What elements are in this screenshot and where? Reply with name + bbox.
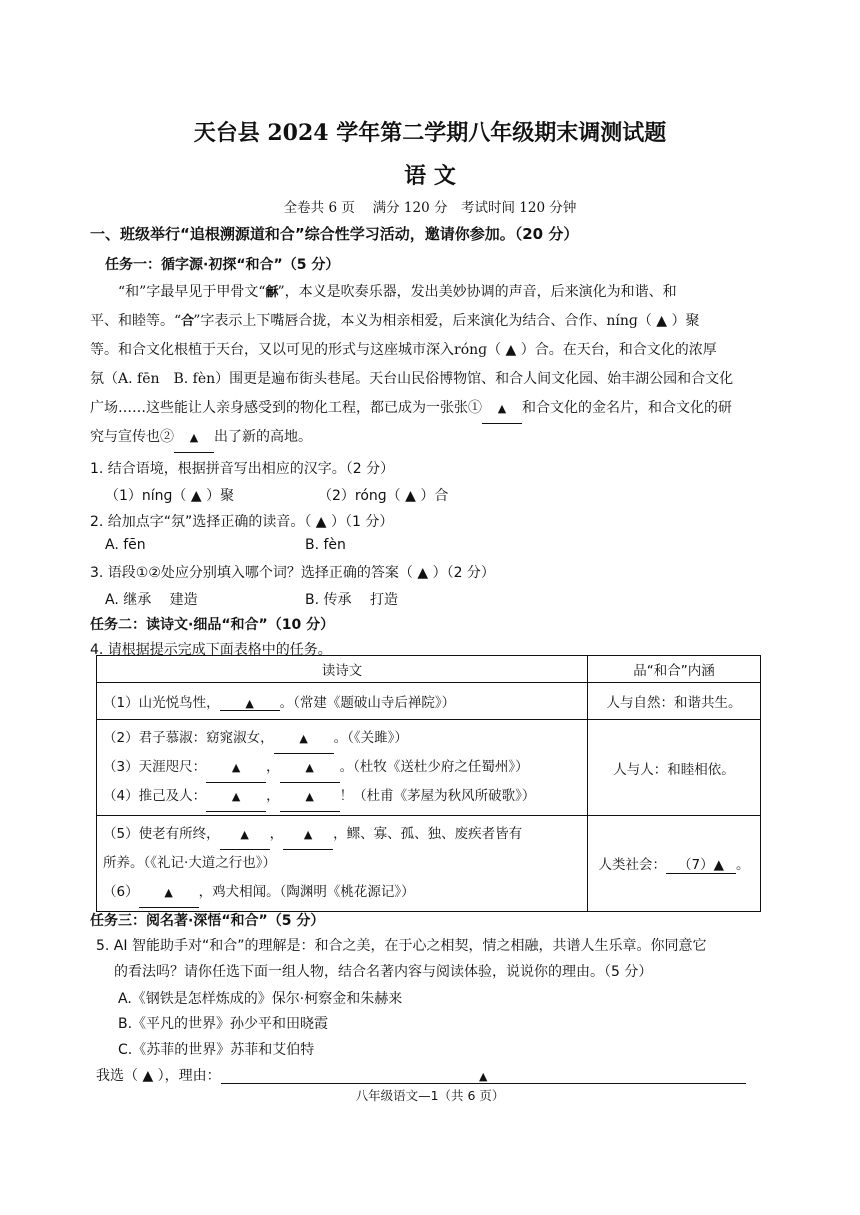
poem-blank[interactable]: ▲ xyxy=(206,782,266,812)
exam-meta: 全卷共 6 页 满分 120 分 考试时间 120 分钟 xyxy=(283,200,577,216)
question-5-cont: 的看法吗？请你任选下面一组人物，结合名著内容与阅读体验，说说你的理由。（5 分） xyxy=(114,964,653,980)
question-4: 4. 请根据提示完成下面表格中的任务。 xyxy=(90,642,332,658)
passage-text: ”，本义是吹奏乐器，发出美妙协调的声音，后来演化为和谐、和 xyxy=(277,284,677,300)
page-footer: 八年级语文—1（共 6 页） xyxy=(355,1088,505,1103)
row-text: 。（《关雎》） xyxy=(333,730,408,746)
passage-text: 出了新的高地。 xyxy=(214,429,312,445)
section1-heading: 一、班级举行“追根溯源道和合”综合性学习活动，邀请你参加。（20 分） xyxy=(90,225,579,243)
poem-blank[interactable]: ▲ xyxy=(274,724,334,754)
question-1-option-b[interactable]: （2）rónɡ（ ▲ ）合 xyxy=(318,488,449,504)
question-2-option-b[interactable]: B. fèn xyxy=(305,537,346,553)
poem-blank[interactable]: ▲ xyxy=(220,697,280,711)
row-text: ， xyxy=(266,759,280,775)
task3-heading: 任务三：阅名著·深悟“和合”（5 分） xyxy=(90,913,325,929)
row-text: ！（杜甫《茅屋为秋风所破歌》） xyxy=(339,788,536,804)
row-text: ， xyxy=(269,826,284,842)
poem-blank-7[interactable]: （7）▲ xyxy=(666,853,736,874)
meaning-society xyxy=(588,816,761,912)
table-row xyxy=(97,683,761,720)
row-text: （4）推己及人： xyxy=(103,788,207,804)
answer-line[interactable]: ▲ xyxy=(221,1070,746,1084)
poem-table xyxy=(96,655,761,912)
answer-row xyxy=(96,1065,746,1085)
row-text: ，鳏、寡、孤、独、废疾者皆有 xyxy=(333,826,523,842)
oracle-glyph-he-icon: 龢 xyxy=(265,285,278,300)
row-text: （2）君子慕淑：窈窕淑女， xyxy=(103,730,274,746)
row-text: 。（常建《题破山寺后禅院》） xyxy=(279,695,456,711)
passage xyxy=(90,278,770,452)
passage-text: 究与宣传也② xyxy=(90,429,174,445)
passage-text: 等。和合文化根植于天台，又以可见的形式与这座城市深入rónɡ（ ▲ ）合。在天台，和合文化的浓厚 xyxy=(90,342,717,358)
question-3-option-a[interactable]: A. 继承 建造 xyxy=(105,592,198,608)
poem-blank[interactable]: ▲ xyxy=(206,753,266,783)
row-text: ，鸡犬相闻。（陶渊明《桃花源记》） xyxy=(198,884,415,900)
poem-blank[interactable]: ▲ xyxy=(139,878,199,908)
row-text: （3）天涯咫尺： xyxy=(103,759,207,775)
row-text: 人类社会： xyxy=(598,857,666,873)
row-text: 。（杜牧《送杜少府之任蜀州》） xyxy=(339,759,529,775)
meaning-people: 人与人：和睦相依。 xyxy=(588,720,761,816)
row-text: ， xyxy=(266,788,280,804)
table-row xyxy=(97,816,761,912)
question-1-option-a[interactable]: （1）nínɡ（ ▲ ）聚 xyxy=(105,488,235,504)
question-2-option-a[interactable]: A. fēn xyxy=(105,537,146,553)
passage-text: 广场……这些能让人亲身感受到的物化工程，都已成为一张张① xyxy=(90,400,482,416)
question-5-option-b[interactable]: B.《平凡的世界》孙少平和田晓霞 xyxy=(118,1016,329,1032)
blank-1[interactable]: ▲ xyxy=(482,394,522,424)
question-3: 3. 语段①②处应分别填入哪个词？选择正确的答案（ ▲ ）（2 分） xyxy=(90,565,495,581)
passage-text: “和”字最早见于甲骨文“ xyxy=(118,284,266,300)
table-row xyxy=(97,720,761,816)
passage-text: 平、和睦等。“ xyxy=(90,313,182,329)
passage-text: 和合文化的金名片，和合文化的研 xyxy=(522,400,732,416)
passage-text: 氛（A. fēn B. fèn）围更是遍布街头巷尾。天台山民俗博物馆、和合人间文化园、始丰湖公园和合文化 xyxy=(90,371,734,387)
row-text: 。 xyxy=(736,857,750,873)
row-text: （5）使老有所终， xyxy=(103,826,220,842)
task1-heading: 任务一：循字源·初探“和合”（5 分） xyxy=(105,257,340,273)
page-title: 天台县 2024 学年第二学期八年级期末调测试题 xyxy=(193,120,667,146)
question-5-option-c[interactable]: C.《苏菲的世界》苏菲和艾伯特 xyxy=(118,1042,315,1058)
meaning-nature: 人与自然：和谐共生。 xyxy=(588,683,761,720)
poem-blank[interactable]: ▲ xyxy=(220,820,270,850)
poem-blank[interactable]: ▲ xyxy=(283,820,333,850)
oracle-glyph-he2-icon: 合 xyxy=(181,314,194,329)
question-5-option-a[interactable]: A.《钢铁是怎样炼成的》保尔·柯察金和朱赫来 xyxy=(118,991,403,1007)
row-text: （6） xyxy=(103,884,139,900)
table-header-left: 读诗文 xyxy=(97,656,588,683)
task2-heading: 任务二：读诗文·细品“和合”（10 分） xyxy=(90,617,335,633)
subject-title: 语 文 xyxy=(404,163,456,189)
question-2: 2. 给加点字“氛”选择正确的读音。（ ▲ ）（1 分） xyxy=(90,514,394,530)
row-text: 所养。（《礼记·大道之行也》） xyxy=(103,855,277,871)
table-header-right: 品“和合”内涵 xyxy=(588,656,761,683)
question-1: 1. 结合语境，根据拼音写出相应的汉字。（2 分） xyxy=(90,461,395,477)
question-3-option-b[interactable]: B. 传承 打造 xyxy=(305,592,398,608)
blank-2[interactable]: ▲ xyxy=(174,423,214,453)
row-text: （1）山光悦鸟性， xyxy=(103,695,220,711)
poem-blank[interactable]: ▲ xyxy=(280,753,340,783)
answer-prefix: 我选（ ▲ ），理由： xyxy=(96,1068,221,1084)
poem-blank[interactable]: ▲ xyxy=(280,782,340,812)
passage-text: ”字表示上下嘴唇合拢，本义为相亲相爱，后来演化为结合、合作、nínɡ（ ▲ ）聚 xyxy=(193,313,700,329)
question-5: 5. AI 智能助手对“和合”的理解是：和合之美，在于心之相契，情之相融，共谱人生乐章。你同意它 xyxy=(96,938,707,954)
